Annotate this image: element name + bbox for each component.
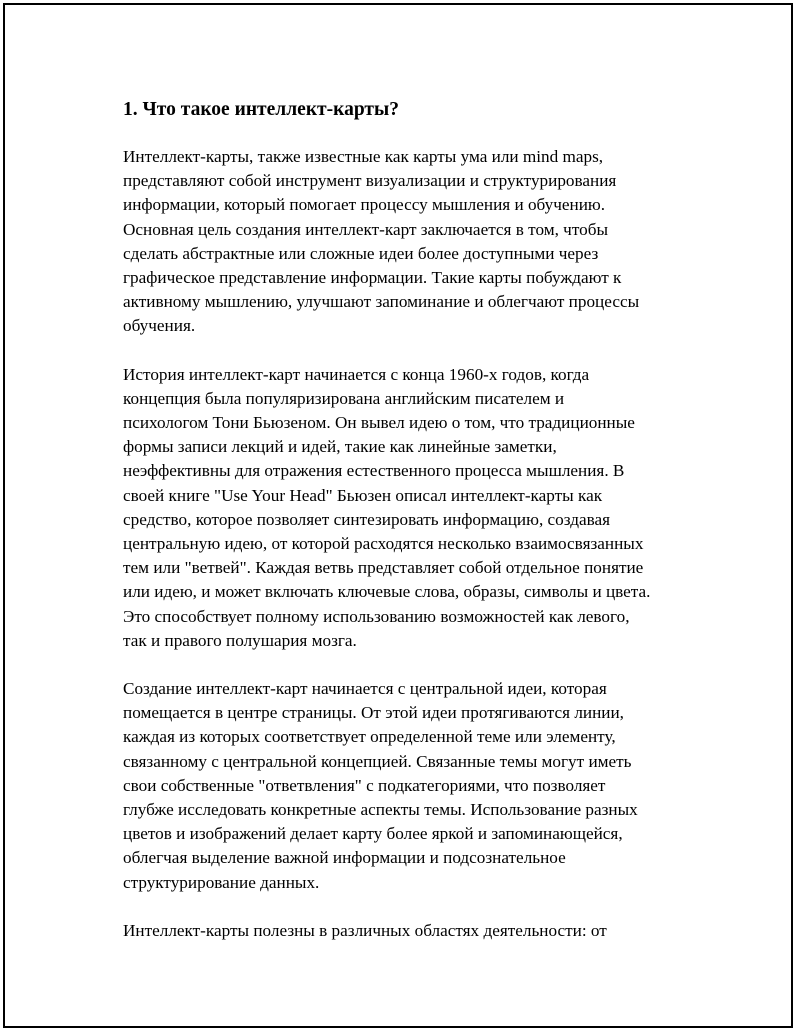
text-line: Основная цель создания интеллект-карт заключается в том, чтобы: [123, 219, 608, 239]
document-body: [123, 97, 703, 967]
text-line: Это способствует полному использованию возможностей как левого,: [123, 606, 630, 626]
text-line: представляют собой инструмент визуализации и структурирования: [123, 171, 617, 191]
text-line: Создание интеллект-карт начинается с центральной идеи, которая: [123, 679, 607, 699]
text-line: История интеллект-карт начинается с конца 1960-х годов, когда: [123, 364, 590, 384]
text-line: формы записи лекций и идей, такие как линейные заметки,: [123, 437, 557, 457]
text-line: информации, который помогает процессу мышления и обучению.: [123, 195, 606, 215]
text-line: сделать абстрактные или сложные идеи более доступными через: [123, 243, 599, 263]
paragraph: [123, 145, 703, 339]
text-line: так и правого полушария мозга.: [123, 630, 357, 650]
paragraphs-container: [123, 145, 703, 943]
text-line: каждая из которых соответствует определенной теме или элементу,: [123, 727, 616, 747]
text-line: цветов и изображений делает карту более яркой и запоминающейся,: [123, 824, 623, 844]
text-line: центральную идею, от которой расходятся несколько взаимосвязанных: [123, 534, 644, 554]
text-line: своей книге "Use Your Head" Бьюзен описал интеллект-карты как: [123, 485, 603, 505]
text-line: структурирование данных.: [123, 872, 320, 892]
text-line: психологом Тони Бьюзеном. Он вывел идею о том, что традиционные: [123, 413, 635, 433]
text-line: свои собственные "ответвления" с подкатегориями, что позволяет: [123, 775, 606, 795]
paragraph: [123, 677, 703, 895]
text-line: графическое представление информации. Такие карты побуждают к: [123, 268, 622, 288]
text-line: или идею, и может включать ключевые слова, образы, символы и цвета.: [123, 582, 651, 602]
section-heading: 1. Что такое интеллект-карты?: [123, 99, 399, 120]
text-line: Интеллект-карты, также известные как карты ума или mind maps,: [123, 147, 604, 166]
text-line: неэффективны для отражения естественного процесса мышления. В: [123, 461, 625, 481]
paragraph: [123, 919, 703, 943]
text-line: облегчая выделение важной информации и подсознательное: [123, 848, 566, 868]
text-line: глубже исследовать конкретные аспекты темы. Использование разных: [123, 800, 638, 820]
text-line: связанному с центральной концепцией. Связанные темы могут иметь: [123, 751, 632, 771]
text-line: активному мышлению, улучшают запоминание и облегчают процессы: [123, 292, 640, 312]
text-line: Интеллект-карты полезны в различных областях деятельности: от: [123, 920, 607, 940]
text-line: концепция была популяризирована английским писателем и: [123, 388, 565, 408]
text-line: средство, которое позволяет синтезировать информацию, создавая: [123, 509, 611, 529]
text-line: помещается в центре страницы. От этой идеи протягиваются линии,: [123, 703, 624, 723]
text-line: обучения.: [123, 316, 196, 336]
paragraph: [123, 363, 703, 653]
text-line: тем или "ветвей". Каждая ветвь представляет собой отдельное понятие: [123, 558, 644, 578]
page-frame: [3, 3, 793, 1028]
